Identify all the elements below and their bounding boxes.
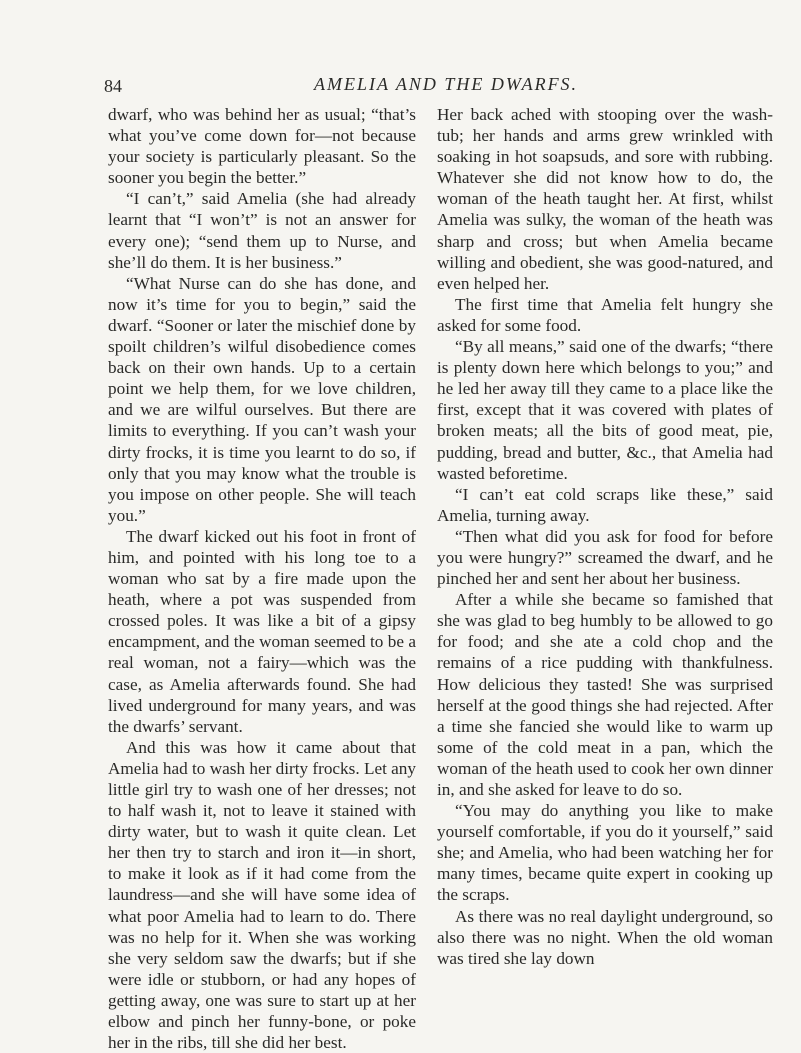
paragraph: As there was no real daylight underground, so also there was no night. When the old woman was tired she lay down xyxy=(437,906,773,968)
paragraph: “I can’t eat cold scraps like these,” said Amelia, turning away. xyxy=(437,484,773,525)
paragraph: dwarf, who was behind her as usual; “that’s what you’ve come down for—not because your society is particularly pleasant. So the sooner you begin the better.” xyxy=(108,105,416,188)
paragraph: Her back ached with stooping over the wash-tub; her hands and arms grew wrinkled with soaking in hot soapsuds, and sore with rubbing. Whatever she did not know how to do, the woman of the heath taught her. At first, whilst Amelia was sulky, the woman of the heath was sharp and cross; but when Amelia became willing and obedient, she was good-natured, and even helped her. xyxy=(437,105,773,293)
paragraph: “I can’t,” said Amelia (she had already learnt that “I won’t” is not an answer for every one); “send them up to Nurse, and she’ll do them. It is her business.” xyxy=(108,189,416,272)
left-column xyxy=(108,104,416,1053)
right-column xyxy=(437,104,773,969)
paragraph: “Then what did you ask for food for before you were hungry?” screamed the dwarf, and he pinched her and sent her about her business. xyxy=(437,526,773,589)
paragraph: “You may do anything you like to make yourself comfortable, if you do it yourself,” said she; and Amelia, who had been watching her for many times, became quite expert in cooking up the scraps. xyxy=(437,801,773,905)
paragraph: After a while she became so famished that she was glad to beg humbly to be allowed to go for food; and she ate a cold chop and the remains of a rice pudding with thankfulness. How delicious they tasted! She was surprised herself at the good things she had rejected. After a time she fancied she would like to warm up some of the cold meat in a pan, which the woman of the heath used to cook her own dinner in, and she asked for leave to do so. xyxy=(437,590,773,799)
running-title: AMELIA AND THE DWARFS. xyxy=(314,74,579,94)
paragraph: The dwarf kicked out his foot in front of him, and pointed with his long toe to a woman who sat by a fire made upon the heath, where a pot was suspended from crossed poles. It was like a bit of a gipsy encampment, and the woman seemed to be a real woman, not a fairy—which was the case, as Amelia afterwards found. She had lived underground for many years, and was the dwarfs’ servant. xyxy=(108,526,416,736)
paragraph: “What Nurse can do she has done, and now it’s time for you to begin,” said the dwarf. “Sooner or later the mischief done by spoilt children’s wilful disobedience comes back on their own hands. Up to a certain point we help them, for we love children, and we are wilful ourselves. But there are limits to everything. If you can’t wash your dirty frocks, it is time you learnt to do so, if only that you may know what the trouble is you impose on other people. She will teach you.” xyxy=(108,273,416,525)
paragraph: And this was how it came about that Amelia had to wash her dirty frocks. Let any little girl try to wash one of her dresses; not to half wash it, not to leave it stained with dirty water, but to wash it quite clean. Let her then try to starch and iron it—in short, to make it look as if it had come from the laundress—and she will have some idea of what poor Amelia had to learn to do. There was no help for it. When she was working she very seldom saw the dwarfs; but if she were idle or stubborn, or had any hopes of getting away, one was sure to start up at her elbow and pinch her funny-bone, or poke her in the ribs, till she did her best. xyxy=(108,737,416,1053)
paragraph: The first time that Amelia felt hungry she asked for some food. xyxy=(437,294,773,335)
page-number: 84 xyxy=(104,76,122,96)
paragraph: “By all means,” said one of the dwarfs; “there is plenty down here which belongs to you;” and he led her away till they came to a place like the first, except that it was covered with plates of broken meats; all the bits of good meat, pie, pudding, bread and butter, &c., that Amelia had wasted beforetime. xyxy=(437,337,773,483)
